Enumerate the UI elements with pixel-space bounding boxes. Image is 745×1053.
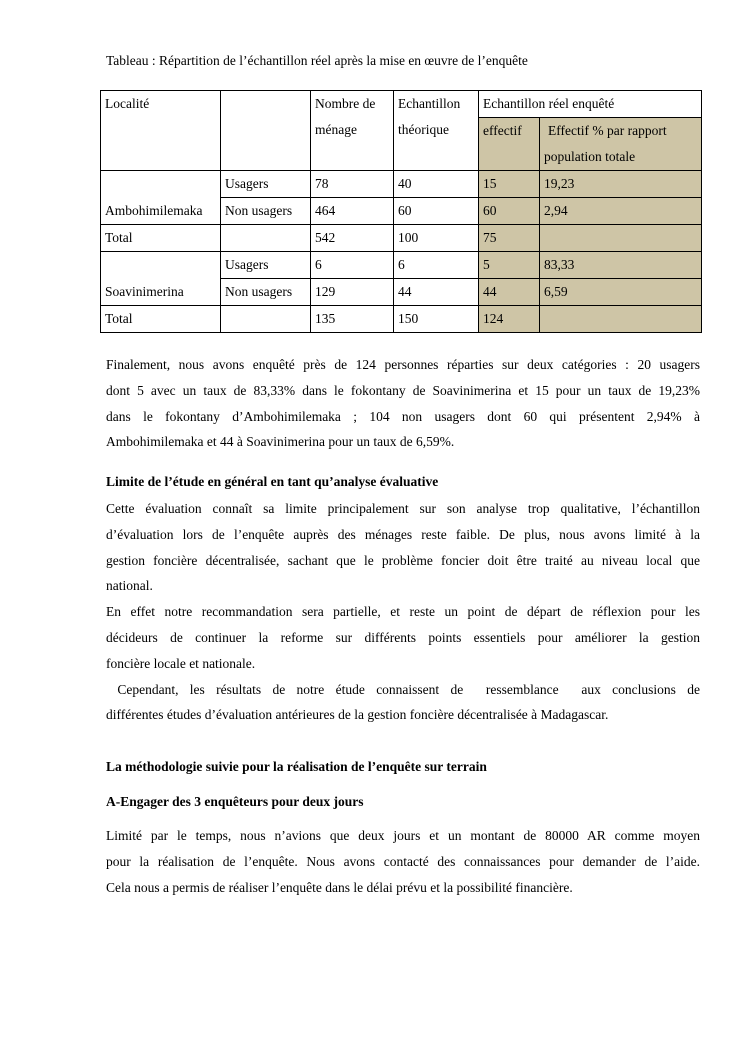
cell-pourcentage: 19,23	[540, 171, 702, 198]
text-line: foncière locale et nationale.	[106, 655, 256, 671]
table-caption: Tableau : Répartition de l’échantillon réel après la mise en œuvre de l’enquête	[106, 53, 528, 68]
cell-categorie: Usagers	[221, 171, 311, 198]
cell-localite: Soavinimerina	[101, 252, 221, 306]
text-line: gestion foncière décentralisée, sachant que le problème foncier doit être traité au niveau local que	[106, 552, 700, 568]
cell-categorie: Non usagers	[221, 279, 311, 306]
cell-effectif: 5	[479, 252, 540, 279]
table-row	[101, 171, 702, 198]
paragraph-enqueteurs	[106, 823, 700, 900]
cell-pourcentage	[540, 306, 702, 333]
table-row	[101, 306, 702, 333]
cell-pourcentage: 6,59	[540, 279, 702, 306]
cell-pourcentage: 83,33	[540, 252, 702, 279]
cell-theorique: 40	[394, 171, 479, 198]
cell-theorique: 44	[394, 279, 479, 306]
cell-localite: Total	[101, 225, 221, 252]
cell-categorie	[221, 225, 311, 252]
cell-nombre: 129	[311, 279, 394, 306]
text-line: dans le fokontany d’Ambohimilemaka ; 104 non usagers dont 60 qui présentent 2,94% à	[106, 408, 700, 424]
paragraph-summary	[106, 352, 700, 455]
header-pct-line1: Effectif % par rapport	[548, 123, 667, 138]
sample-table	[100, 90, 702, 333]
cell-effectif: 15	[479, 171, 540, 198]
text-line: Cela nous a permis de réaliser l’enquête dans le délai prévu et la possibilité financière.	[106, 879, 573, 895]
text-line: Limité par le temps, nous n’avions que deux jours et un montant de 80000 AR comme moyen	[106, 828, 700, 843]
text-line: national.	[106, 578, 153, 594]
table-row	[101, 225, 702, 252]
cell-localite: Ambohimilemaka	[101, 171, 221, 225]
header-theo-line2: théorique	[398, 122, 449, 137]
header-pct-line2: population totale	[544, 149, 636, 164]
cell-nombre: 78	[311, 171, 394, 198]
cell-categorie	[221, 306, 311, 333]
cell-theorique: 100	[394, 225, 479, 252]
header-echantillon-theorique	[394, 91, 479, 171]
cell-pourcentage	[540, 225, 702, 252]
text-line: décideurs de continuer la reforme sur différents points essentiels pour améliorer la gestion	[106, 629, 700, 645]
header-nombre-line2: ménage	[315, 122, 357, 137]
cell-categorie: Usagers	[221, 252, 311, 279]
heading-enqueteurs: A-Engager des 3 enquêteurs pour deux jours	[106, 794, 364, 809]
cell-effectif: 44	[479, 279, 540, 306]
text-line: Finalement, nous avons enquêté près de 124 personnes réparties sur deux catégories : 20 usagers	[106, 357, 700, 372]
cell-categorie: Non usagers	[221, 198, 311, 225]
paragraph-limite	[106, 496, 700, 728]
text-line: différentes études d’évaluation antérieures de la gestion foncière décentralisée à Madagascar.	[106, 707, 609, 723]
cell-effectif: 60	[479, 198, 540, 225]
text-line: Ambohimilemaka et 44 à Soavinimerina pour un taux de 6,59%.	[106, 434, 455, 450]
header-pourcentage	[540, 118, 702, 171]
header-theo-line1: Echantillon	[398, 96, 461, 111]
header-nombre-line1: Nombre de	[315, 96, 376, 111]
cell-theorique: 6	[394, 252, 479, 279]
header-localite: Localité	[101, 91, 221, 171]
cell-nombre: 6	[311, 252, 394, 279]
text-line: dont 5 avec un taux de 83,33% dans le fokontany de Soavinimerina et 15 pour un taux de 19,23%	[106, 382, 700, 398]
cell-effectif: 75	[479, 225, 540, 252]
cell-pourcentage: 2,94	[540, 198, 702, 225]
cell-theorique: 60	[394, 198, 479, 225]
cell-effectif: 124	[479, 306, 540, 333]
cell-nombre: 464	[311, 198, 394, 225]
text-line: Cependant, les résultats de notre étude connaissent de ressemblance aux conclusions de	[106, 681, 700, 697]
header-effectif: effectif	[479, 118, 540, 171]
cell-nombre: 135	[311, 306, 394, 333]
cell-localite: Total	[101, 306, 221, 333]
header-nombre-menage	[311, 91, 394, 171]
table-row	[101, 252, 702, 279]
header-empty	[221, 91, 311, 171]
cell-nombre: 542	[311, 225, 394, 252]
header-echantillon-reel: Echantillon réel enquêté	[479, 91, 702, 118]
text-line: Cette évaluation connaît sa limite principalement sur son analyse trop qualitative, l’échantillon	[106, 501, 700, 516]
cell-theorique: 150	[394, 306, 479, 333]
text-line: En effet notre recommandation sera partielle, et reste un point de départ de réflexion pour les	[106, 604, 700, 620]
text-line: d’évaluation lors de l’enquête auprès des ménages reste faible. De plus, nous avons limité à la	[106, 526, 700, 542]
heading-limite: Limite de l’étude en général en tant qu’analyse évaluative	[106, 474, 439, 489]
text-line: pour la réalisation de l’enquête. Nous avons contacté des connaissances pour demander de l’aide.	[106, 853, 700, 869]
heading-methodologie: La méthodologie suivie pour la réalisation de l’enquête sur terrain	[106, 759, 487, 774]
